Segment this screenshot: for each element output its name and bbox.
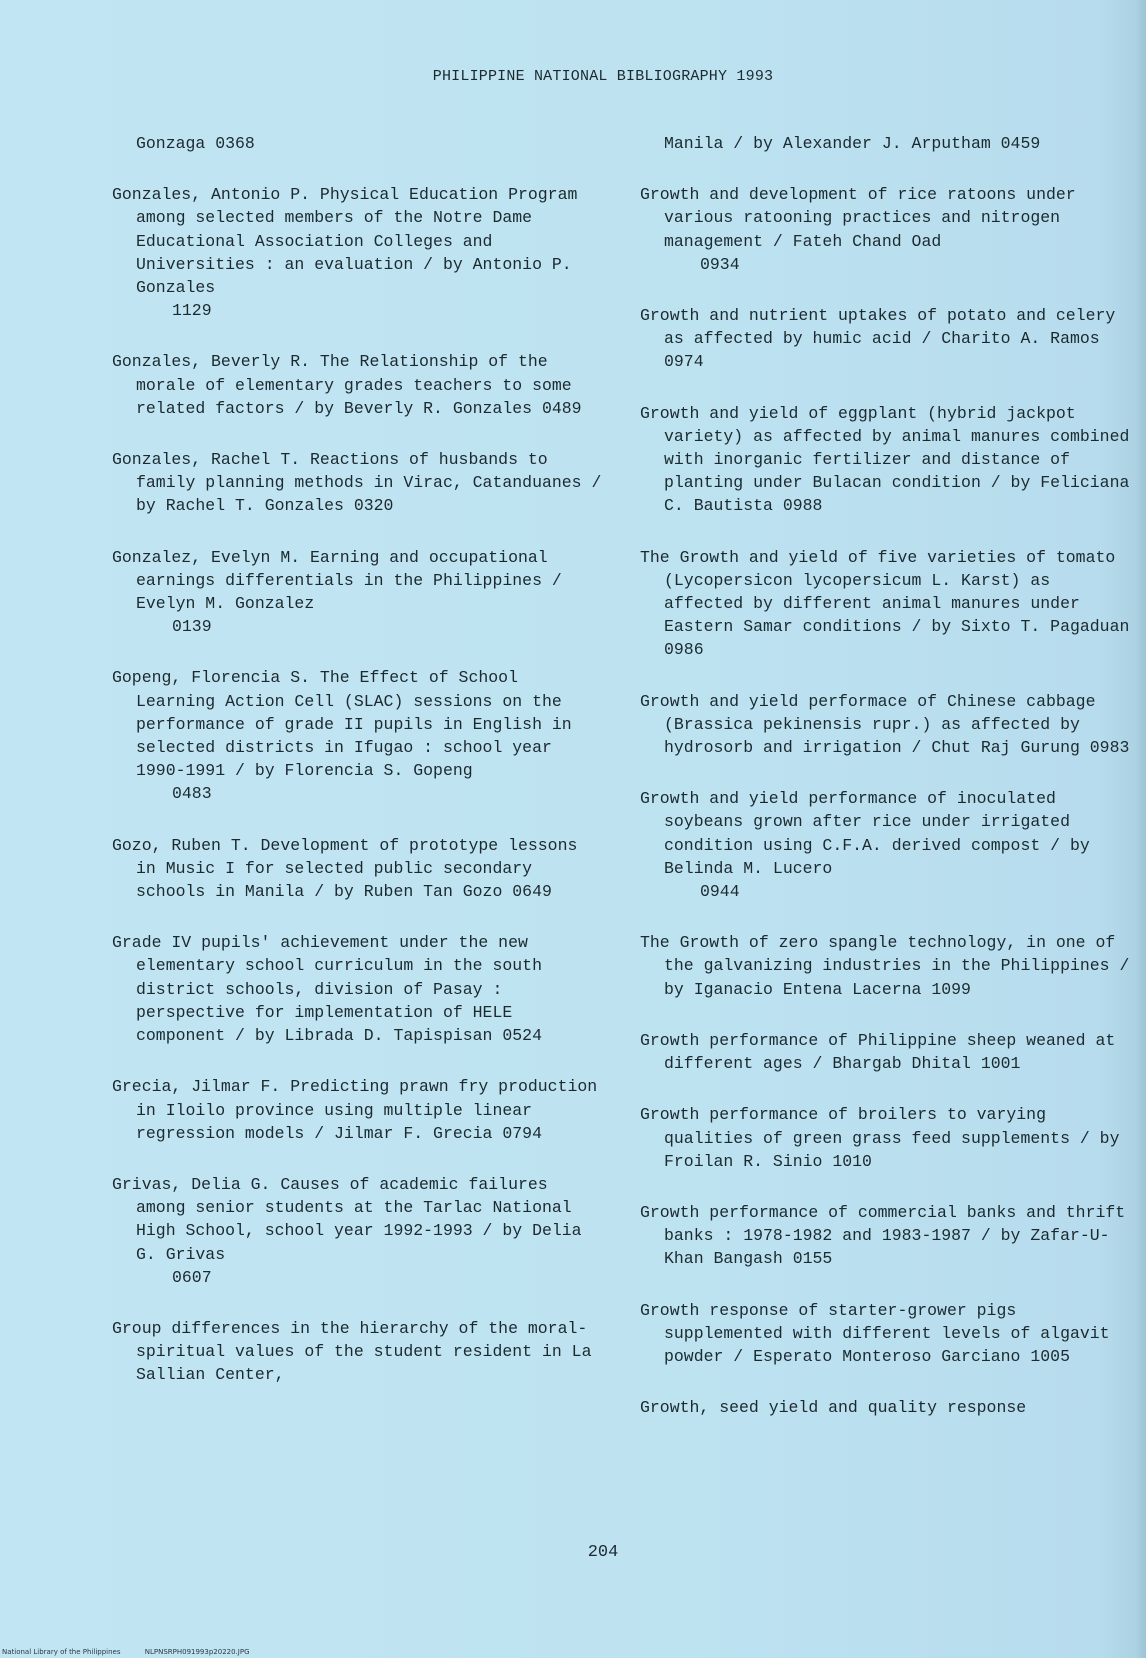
bibliography-entry: Growth performance of commercial banks and thrift banks : 1978-1982 and 1983-1987 / by Zafar-U-Khan Bangash 0155 (640, 1202, 1126, 1269)
page-number: 204 (587, 1543, 619, 1562)
bibliography-entry: Gonzales, Rachel T. Reactions of husbands to family planning methods in Virac, Catanduanes / by Rachel T. Gonzales 0320 (112, 450, 602, 516)
bibliography-entry: Growth response of starter-grower pigs supplemented with different levels of algavit powder / Esperato Monteroso Garciano 1005 (640, 1300, 1110, 1366)
bibliography-entry: Grecia, Jilmar F. Predicting prawn fry production in Iloilo province using multiple linear regression models / Jilmar F. Grecia 0794 (112, 1077, 598, 1143)
bibliography-entry: Group differences in the hierarchy of the moral-spiritual values of the student resident in La Sallian Center, (112, 1318, 592, 1385)
bibliography-entry: Grade IV pupils' achievement under the new elementary school curriculum in the south district schools, division of Pasay : perspective for implementation of HELE component / by Librada D. Tapispisan 0524 (112, 933, 542, 1046)
running-header: PHILIPPINE NATIONAL BIBLIOGRAPHY 1993 (432, 68, 774, 85)
page-edge-shadow (1136, 0, 1146, 1658)
bibliography-entry: The Growth and yield of five varieties of tomato (Lycopersicon lycopersicum L. Karst) as affected by different animal manures under Eastern Samar conditions / by Sixto T. Pagaduan 0986 (640, 547, 1130, 660)
bibliography-entry: Gonzalez, Evelyn M. Earning and occupational earnings differentials in the Philippines / Evelyn M. Gonzalez 0139 (112, 547, 562, 637)
left-column (112, 132, 602, 1415)
bibliography-entry: Gonzales, Antonio P. Physical Education Program among selected members of the Notre Dame Educational Association Colleges and Universities : an evaluation / by Antonio P. Gonzales 1129 (112, 185, 578, 321)
right-column (640, 132, 1135, 1447)
bibliography-entry: Growth and yield performance of inoculated soybeans grown after rice under irrigated condition using C.F.A. derived compost / by Belinda M. Lucero 0944 (640, 789, 1090, 902)
scan-footer (2, 1648, 250, 1656)
bibliography-entry: Growth and yield of eggplant (hybrid jackpot variety) as affected by animal manures combined with inorganic fertilizer and distance of planting under Bulacan condition / by Feliciana C. Bautista 0988 (640, 403, 1130, 516)
bibliography-entry: Grivas, Delia G. Causes of academic failures among senior students at the Tarlac National High School, school year 1992-1993 / by Delia G. Grivas 0607 (112, 1174, 582, 1287)
bibliography-entry: The Growth of zero spangle technology, in one of the galvanizing industries in the Philippines / by Iganacio Entena Lacerna 1099 (640, 933, 1130, 999)
bibliography-entry: Growth and nutrient uptakes of potato and celery as affected by humic acid / Charito A. Ramos 0974 (640, 306, 1116, 372)
continuation-text: Manila / by Alexander J. Arputham 0459 (664, 134, 1041, 153)
bibliography-entry: Growth, seed yield and quality response (640, 1398, 1027, 1418)
footer-library: National Library of the Philippines (2, 1648, 121, 1656)
footer-filename: NLPNSRPH091993p20220.JPG (144, 1648, 250, 1656)
bibliography-entry: Growth and development of rice ratoons under various ratooning practices and nitrogen management / Fateh Chand Oad 0934 (640, 185, 1076, 274)
bibliography-entry: Gozo, Ruben T. Development of prototype lessons in Music I for selected public secondary schools in Manila / by Ruben Tan Gozo 0649 (112, 835, 578, 902)
bibliography-entry: Gonzales, Beverly R. The Relationship of the morale of elementary grades teachers to some related factors / by Beverly R. Gonzales 0489 (112, 352, 582, 418)
continuation-text: Gonzaga 0368 (136, 134, 255, 153)
bibliography-entry: Gopeng, Florencia S. The Effect of School Learning Action Cell (SLAC) sessions on the performance of grade II pupils in English in selected districts in Ifugao : school year 1990-1991 / by Florencia S. Gopeng 0483 (112, 668, 572, 804)
bibliography-entry: Growth and yield performace of Chinese cabbage (Brassica pekinensis rupr.) as affected by hydrosorb and irrigation / Chut Raj Gurung 0983 (640, 691, 1130, 758)
bibliography-entry: Growth performance of Philippine sheep weaned at different ages / Bhargab Dhital 1001 (640, 1030, 1116, 1074)
bibliography-entry: Growth performance of broilers to varying qualities of green grass feed supplements / by Froilan R. Sinio 1010 (640, 1105, 1120, 1171)
